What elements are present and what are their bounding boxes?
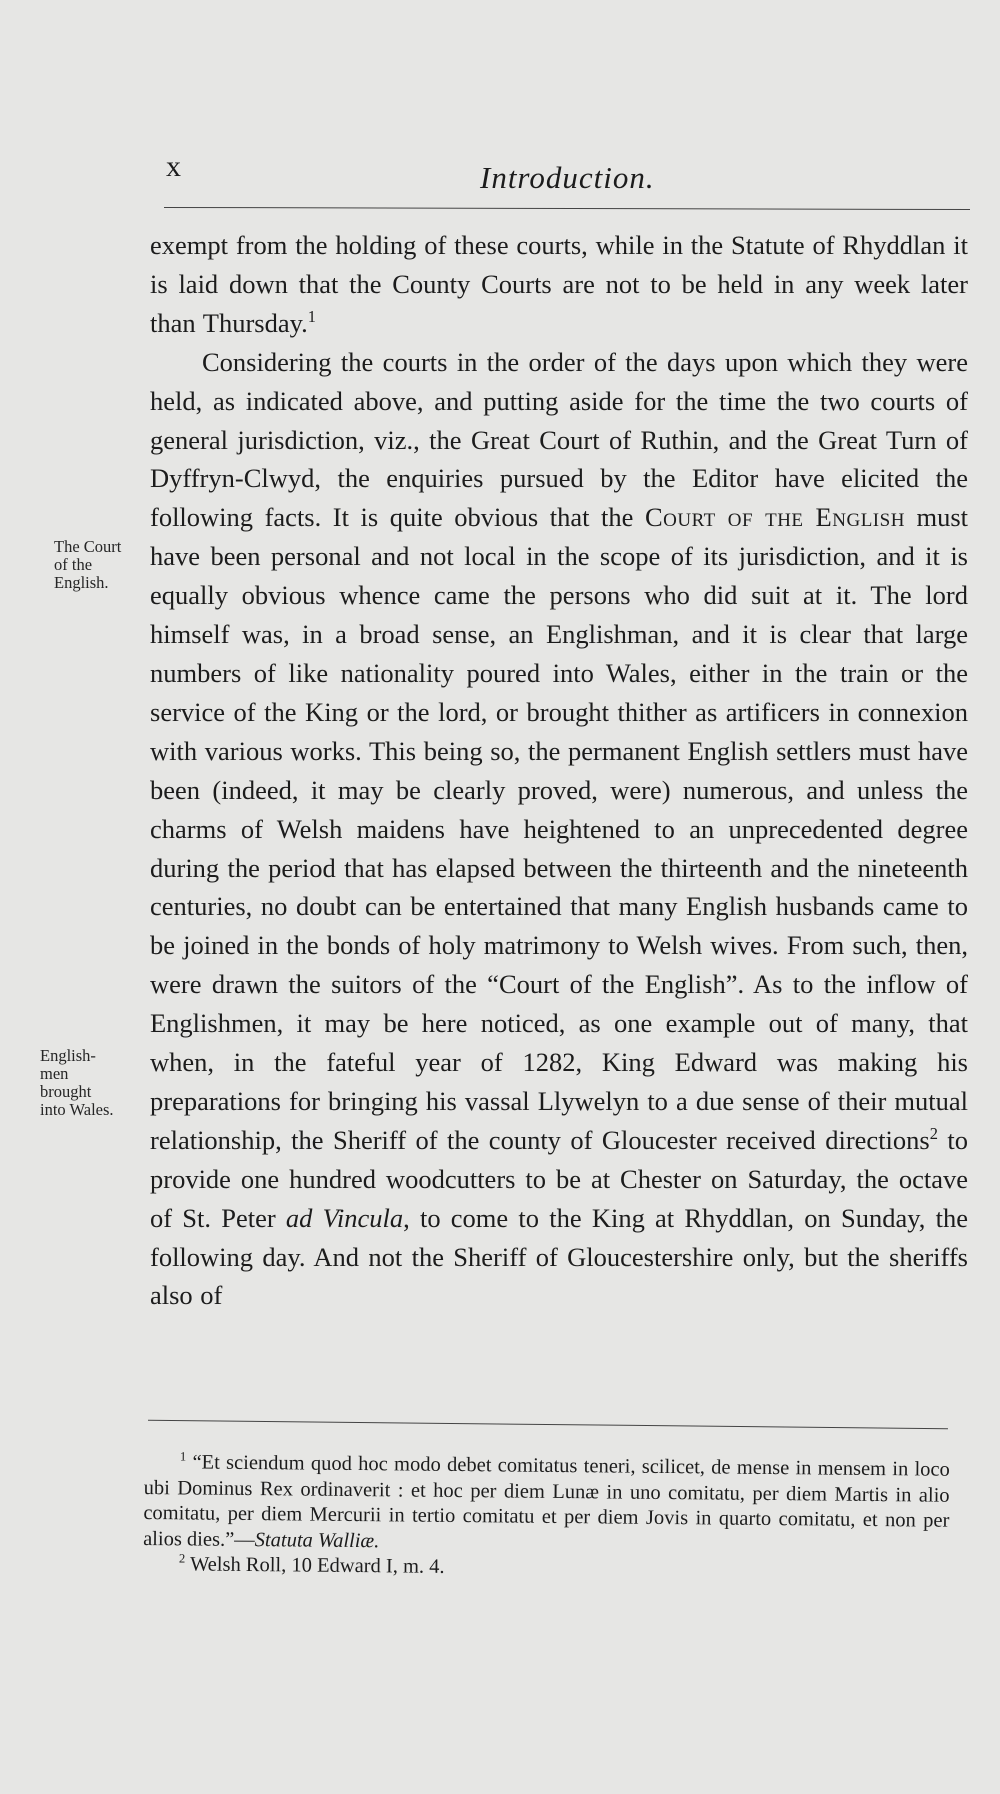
text-run: , to come to the King at Rhyddlan, on Sunday, the following day. And not the Sheriff of Gloucestershire only, but the sheriffs also of bbox=[150, 1202, 968, 1311]
text-run: must have been personal and not local in the scope of its jurisdiction, and it is equally obvious whence came the persons who did suit at it. The lord himself was, in a broad sense, an Englishman, and it is clear that large numbers of like nationality poured into Wales, either in the train or the service of the King or the lord, or brought thither as artificers in connexion with various works. This being so, the permanent English settlers must have been (indeed, it may be clearly proved, were) numerous, and unless the charms of Welsh maidens have heightened to an unprecedented degree during the period that has elapsed between the thirteenth and the nineteenth centuries, no doubt can be entertained that many English husbands came to be joined in the bonds of holy matrimony to Welsh wives. From such, then, were drawn the suitors of the “Court of the English”. As to the inflow of Englishmen, it may be here noticed, as one example out of many, that when, in the fateful year of 1282, King Edward was making his preparations for bringing his vassal Llywelyn to a due sense of their mutual relationship, the Sheriff of the county of Gloucester received directions bbox=[150, 502, 969, 1155]
footnote-1 bbox=[143, 1450, 950, 1560]
footnote-mark: 2 bbox=[178, 1551, 186, 1566]
italic-phrase: ad Vincula bbox=[285, 1202, 404, 1233]
body-text bbox=[150, 226, 968, 1315]
paragraph-court-of-english bbox=[150, 343, 968, 1316]
running-title: Introduction. bbox=[480, 160, 655, 195]
margin-note-line: into Wales. bbox=[40, 1100, 114, 1119]
margin-note-line: brought bbox=[40, 1082, 92, 1101]
footnote-ref-1: 1 bbox=[307, 306, 316, 326]
margin-note-court-of-english bbox=[40, 538, 146, 592]
page-number: x bbox=[166, 150, 182, 183]
margin-note-line: of the bbox=[54, 555, 93, 574]
margin-note-line: English- bbox=[40, 1046, 96, 1065]
text-run: Considering the courts in the order of the days upon which they were held, as indicated above, and putting aside for the time the two courts of general jurisdiction, viz., the Great Court of Ruthin, and the Great Turn of Dyffryn-Clwyd, the enquiries pursued by the Editor have elicited the following facts. It is quite obvious that the bbox=[150, 346, 968, 533]
footnote-source: Statuta Walliæ. bbox=[254, 1528, 380, 1552]
text-run: to provide one hundred woodcutters to be at Chester on Saturday, the octave of St. Peter bbox=[150, 1124, 968, 1233]
footnote-rule bbox=[148, 1420, 948, 1429]
footnotes bbox=[143, 1450, 950, 1585]
margin-note-line: English. bbox=[54, 573, 109, 592]
footnote-mark: 1 bbox=[179, 1449, 187, 1464]
margin-note-line: men bbox=[40, 1064, 69, 1083]
margin-note-line: The Court bbox=[54, 537, 122, 556]
paragraph-continued bbox=[150, 226, 968, 343]
header-rule bbox=[164, 207, 970, 210]
margin-note-englishmen-into-wales bbox=[40, 1047, 144, 1119]
footnote-text: Welsh Roll, 10 Edward I, m. 4. bbox=[185, 1553, 445, 1578]
footnote-ref-2: 2 bbox=[929, 1124, 938, 1144]
small-caps-term: Court of the English bbox=[644, 502, 905, 533]
text-run: exempt from the holding of these courts, while in the Statute of Rhyddlan it is laid down that the County Courts are not to be held in any week later than Thursday. bbox=[150, 230, 968, 338]
footnote-text: “Et sciendum quod hoc modo debet comitatus teneri, scilicet, de mense in mensem in loco ubi Dominus Rex ordinaverit : et hoc per diem Lunæ in uno comitatu, per diem Martis in alio comitatu, per diem Mercurii in tertio comitatu et per diem Jovis in quarto comitatu, et non per alios dies.”— bbox=[143, 1451, 950, 1551]
